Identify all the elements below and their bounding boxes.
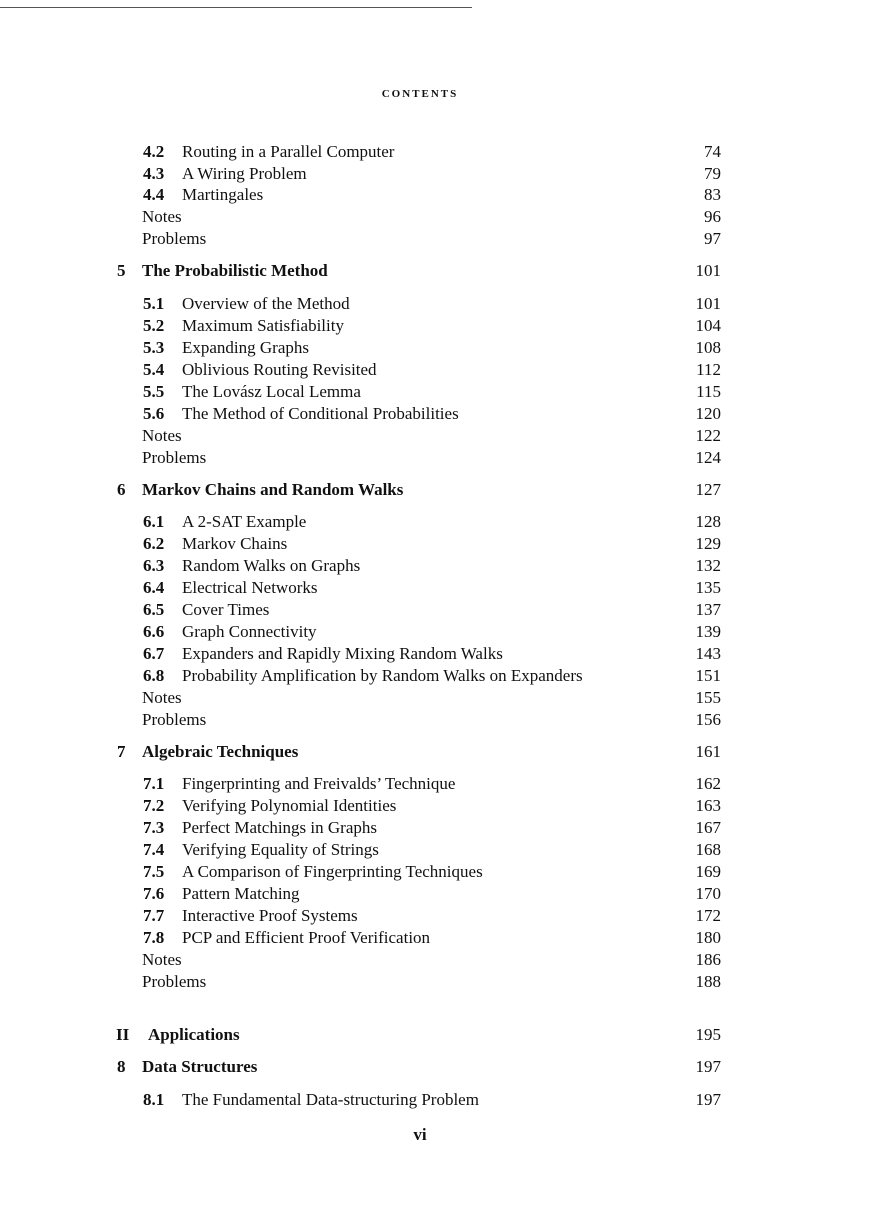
toc-entry-plain xyxy=(0,708,870,732)
section-title: The Fundamental Data-structuring Problem xyxy=(182,1090,479,1109)
section-title: Electrical Networks xyxy=(182,578,318,597)
section-title: Probability Amplification by Random Walks on Expanders xyxy=(182,666,583,685)
section-number: 6.6 xyxy=(143,622,165,641)
toc-entry-chapter xyxy=(0,740,870,764)
toc-entry-section xyxy=(0,314,870,338)
section-title: PCP and Efficient Proof Verification xyxy=(182,928,431,947)
page-number: 108 xyxy=(695,338,721,357)
toc-entry-section xyxy=(0,620,870,644)
page-number: 169 xyxy=(695,862,721,881)
toc-entry-chapter xyxy=(0,259,870,283)
page-number: 96 xyxy=(704,207,721,226)
page-number: 186 xyxy=(695,950,721,969)
section-title: Overview of the Method xyxy=(182,294,350,313)
page-number: 97 xyxy=(704,229,721,248)
section-title: Graph Connectivity xyxy=(182,622,317,641)
toc-entry-section xyxy=(0,642,870,666)
section-number: 7.8 xyxy=(143,928,165,947)
page-number: 188 xyxy=(695,972,721,991)
entry-title: Problems xyxy=(142,972,207,991)
page-number: 180 xyxy=(695,928,721,947)
toc-entry-section xyxy=(0,816,870,840)
toc-entry-section xyxy=(0,358,870,382)
toc-entry-section xyxy=(0,292,870,316)
section-title: Routing in a Parallel Computer xyxy=(182,142,395,161)
section-title: Verifying Polynomial Identities xyxy=(182,796,397,815)
section-number: 6.5 xyxy=(143,600,165,619)
page-header: CONTENTS xyxy=(381,88,459,100)
section-title: Interactive Proof Systems xyxy=(182,906,358,925)
page-number: 122 xyxy=(695,426,721,445)
part-title: Applications xyxy=(148,1025,240,1044)
section-number: 7.7 xyxy=(143,906,165,925)
section-title: Pattern Matching xyxy=(182,884,300,903)
chapter-number: 6 xyxy=(117,480,126,499)
page-number: 168 xyxy=(695,840,721,859)
chapter-number: 8 xyxy=(117,1057,126,1076)
section-title: Fingerprinting and Freivalds’ Technique xyxy=(182,774,456,793)
section-number: 5.1 xyxy=(143,294,165,313)
page-number: 162 xyxy=(695,774,721,793)
section-number: 7.6 xyxy=(143,884,165,903)
page-number: 172 xyxy=(695,906,721,925)
toc-entry-section xyxy=(0,598,870,622)
page-number: 104 xyxy=(695,316,721,335)
toc-entry-section xyxy=(0,664,870,688)
page-number: 101 xyxy=(695,294,721,313)
toc-entry-section xyxy=(0,576,870,600)
toc-entry-plain xyxy=(0,970,870,994)
top-rule xyxy=(0,7,472,8)
page-number: 156 xyxy=(695,710,721,729)
page-number: 161 xyxy=(695,742,721,761)
section-number: 5.6 xyxy=(143,404,165,423)
toc-entry-section xyxy=(0,838,870,862)
page-number: 79 xyxy=(704,164,721,183)
section-number: 7.2 xyxy=(143,796,165,815)
section-title: Random Walks on Graphs xyxy=(182,556,361,575)
page-number: 135 xyxy=(695,578,721,597)
toc-entry-chapter xyxy=(0,1055,870,1079)
chapter-number: 7 xyxy=(117,742,126,761)
section-title: Maximum Satisfiability xyxy=(182,316,344,335)
section-number: 6.7 xyxy=(143,644,165,663)
chapter-title: Algebraic Techniques xyxy=(142,742,299,761)
toc-entry-section xyxy=(0,380,870,404)
toc-entry-section xyxy=(0,904,870,928)
page-number: 127 xyxy=(695,480,721,499)
page-number: 195 xyxy=(695,1025,721,1044)
toc-entry-section xyxy=(0,510,870,534)
toc-entry-plain xyxy=(0,446,870,470)
toc-entry-section xyxy=(0,882,870,906)
toc-entry-section xyxy=(0,926,870,950)
entry-title: Problems xyxy=(142,710,207,729)
section-title: Perfect Matchings in Graphs xyxy=(182,818,377,837)
section-number: 5.2 xyxy=(143,316,165,335)
page-number: 155 xyxy=(695,688,721,707)
page-number: 167 xyxy=(695,818,721,837)
page-number: 101 xyxy=(695,261,721,280)
page-number: 139 xyxy=(695,622,721,641)
section-number: 8.1 xyxy=(143,1090,165,1109)
section-number: 4.3 xyxy=(143,164,165,183)
section-number: 6.2 xyxy=(143,534,165,553)
section-title: Martingales xyxy=(182,185,264,204)
page-number: 170 xyxy=(695,884,721,903)
toc-entry-plain xyxy=(0,227,870,251)
entry-title: Notes xyxy=(142,950,182,969)
page-number: 143 xyxy=(695,644,721,663)
page-number: 163 xyxy=(695,796,721,815)
toc-entry-plain xyxy=(0,205,870,229)
toc-entry-section xyxy=(0,554,870,578)
part-number: II xyxy=(116,1025,130,1044)
chapter-title: Data Structures xyxy=(142,1057,258,1076)
entry-title: Problems xyxy=(142,448,207,467)
page-number-footer: vi xyxy=(413,1125,427,1144)
entry-title: Notes xyxy=(142,426,182,445)
section-title: A Wiring Problem xyxy=(182,164,307,183)
section-number: 4.2 xyxy=(143,142,165,161)
section-number: 7.1 xyxy=(143,774,165,793)
section-number: 5.5 xyxy=(143,382,165,401)
page-number: 137 xyxy=(695,600,721,619)
toc-entry-section xyxy=(0,772,870,796)
page-number: 128 xyxy=(695,512,721,531)
section-number: 4.4 xyxy=(143,185,165,204)
entry-title: Notes xyxy=(142,688,182,707)
page-number: 124 xyxy=(695,448,721,467)
section-title: Cover Times xyxy=(182,600,270,619)
page-number: 120 xyxy=(695,404,721,423)
toc-entry-part xyxy=(0,1023,870,1047)
page-number: 112 xyxy=(696,360,721,379)
chapter-title: Markov Chains and Random Walks xyxy=(142,480,404,499)
toc-entry-plain xyxy=(0,948,870,972)
page-number: 83 xyxy=(704,185,721,204)
section-number: 5.3 xyxy=(143,338,165,357)
section-title: The Lovász Local Lemma xyxy=(182,382,361,401)
section-title: Expanding Graphs xyxy=(182,338,310,357)
section-number: 5.4 xyxy=(143,360,165,379)
toc-entry-plain xyxy=(0,686,870,710)
section-title: The Method of Conditional Probabilities xyxy=(182,404,459,423)
section-number: 6.1 xyxy=(143,512,165,531)
toc-entry-section xyxy=(0,140,870,164)
chapter-number: 5 xyxy=(117,261,126,280)
chapter-title: The Probabilistic Method xyxy=(142,261,328,280)
section-title: A 2-SAT Example xyxy=(182,512,307,531)
page-number: 132 xyxy=(695,556,721,575)
section-number: 6.8 xyxy=(143,666,165,685)
toc-entry-section xyxy=(0,183,870,207)
toc-entry-chapter xyxy=(0,478,870,502)
entry-title: Problems xyxy=(142,229,207,248)
page-number: 197 xyxy=(695,1090,721,1109)
section-number: 6.3 xyxy=(143,556,165,575)
entry-title: Notes xyxy=(142,207,182,226)
page-number: 129 xyxy=(695,534,721,553)
page-number: 151 xyxy=(695,666,721,685)
toc-entry-plain xyxy=(0,424,870,448)
section-title: Expanders and Rapidly Mixing Random Walks xyxy=(182,644,503,663)
page-number: 115 xyxy=(696,382,721,401)
toc-entry-section xyxy=(0,402,870,426)
section-number: 7.5 xyxy=(143,862,165,881)
toc-entry-section xyxy=(0,336,870,360)
page-number: 74 xyxy=(704,142,721,161)
page-number: 197 xyxy=(695,1057,721,1076)
toc-entry-section xyxy=(0,794,870,818)
toc-entry-section xyxy=(0,1088,870,1112)
section-title: A Comparison of Fingerprinting Techniques xyxy=(182,862,483,881)
section-number: 6.4 xyxy=(143,578,165,597)
section-title: Verifying Equality of Strings xyxy=(182,840,379,859)
toc-entry-section xyxy=(0,532,870,556)
toc-entry-section xyxy=(0,860,870,884)
section-number: 7.4 xyxy=(143,840,165,859)
section-number: 7.3 xyxy=(143,818,165,837)
section-title: Markov Chains xyxy=(182,534,288,553)
section-title: Oblivious Routing Revisited xyxy=(182,360,377,379)
